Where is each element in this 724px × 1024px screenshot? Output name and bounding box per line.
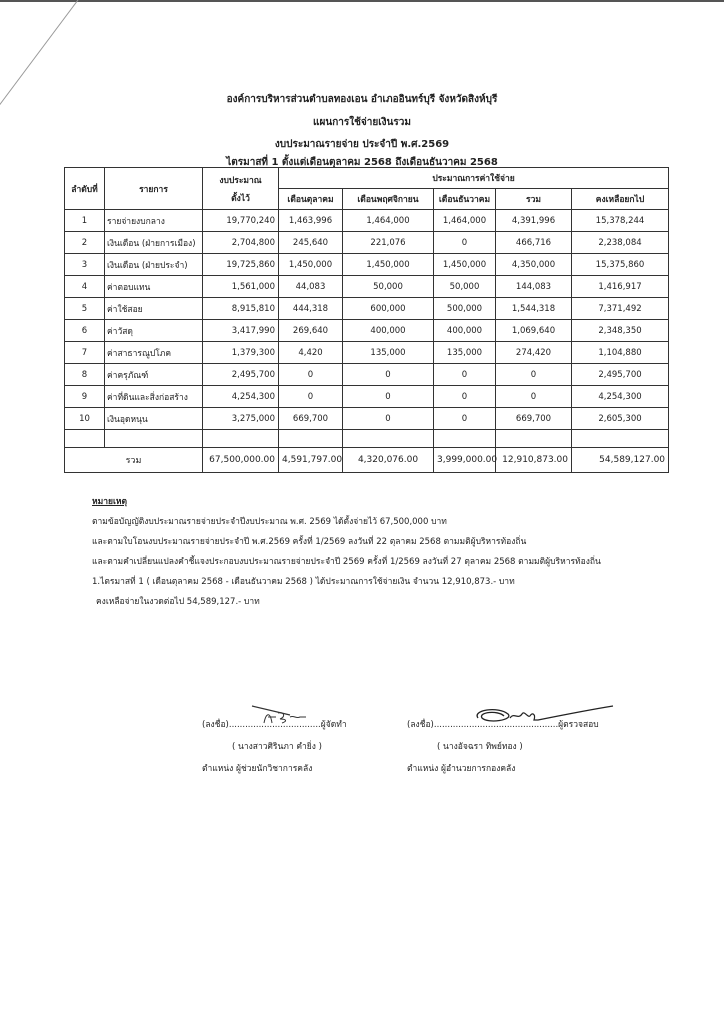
row-remain: 1,104,880 [572, 342, 669, 364]
row-dec: 0 [434, 386, 496, 408]
header-budget [203, 168, 279, 210]
row-item: รายจ่ายงบกลาง [105, 210, 203, 232]
row-oct: 245,640 [279, 232, 343, 254]
row-nov: 400,000 [343, 320, 434, 342]
row-nov: 0 [343, 364, 434, 386]
row-sum: 0 [496, 364, 572, 386]
table-row [65, 408, 669, 430]
row-seq: 7 [65, 342, 105, 364]
row-item: ค่าครุภัณฑ์ [105, 364, 203, 386]
row-oct: 669,700 [279, 408, 343, 430]
row-sum: 466,716 [496, 232, 572, 254]
row-dec: 1,450,000 [434, 254, 496, 276]
row-seq: 1 [65, 210, 105, 232]
signer-name: ( นางสาวศิรินภา คำยิ่ง ) [232, 742, 322, 752]
row-sum: 274,420 [496, 342, 572, 364]
total-label: รวม [65, 448, 203, 473]
table-row [65, 276, 669, 298]
header-budget-line1: งบประมาณ [219, 175, 262, 186]
total-nov: 4,320,076.00 [343, 448, 434, 473]
budget-title: งบประมาณรายจ่าย ประจำปี พ.ศ.2569 [274, 139, 450, 150]
row-oct: 44,083 [279, 276, 343, 298]
org-title: องค์การบริหารส่วนตำบลทองเอน อำเภออินทร์บุรี จังหวัดสิงห์บุรี [226, 94, 498, 105]
scan-top-edge [0, 0, 724, 2]
row-oct: 444,318 [279, 298, 343, 320]
header-budget-line2: ตั้งไว้ [231, 193, 250, 204]
row-nov: 135,000 [343, 342, 434, 364]
sign-prefix: (ลงชื่อ) [202, 720, 229, 730]
row-nov: 0 [343, 386, 434, 408]
row-seq: 8 [65, 364, 105, 386]
row-nov: 0 [343, 408, 434, 430]
total-remain: 54,589,127.00 [572, 448, 669, 473]
blank-row [65, 430, 669, 448]
row-sum: 4,391,996 [496, 210, 572, 232]
row-sum: 1,069,640 [496, 320, 572, 342]
row-budget: 19,770,240 [203, 210, 279, 232]
row-remain: 7,371,492 [572, 298, 669, 320]
header-dec: เดือนธันวาคม [434, 189, 496, 210]
notes-line-1: ตามข้อบัญญัติงบประมาณรายจ่ายประจำปีงบประมาณ พ.ศ. 2569 ได้ตั้งจ่ายไว้ 67,500,000 บาท [92, 517, 447, 527]
row-remain: 15,375,860 [572, 254, 669, 276]
header-remain: คงเหลือยกไป [572, 189, 669, 210]
row-dec: 0 [434, 232, 496, 254]
row-nov: 221,076 [343, 232, 434, 254]
row-seq: 4 [65, 276, 105, 298]
row-remain: 2,238,084 [572, 232, 669, 254]
row-seq: 10 [65, 408, 105, 430]
row-budget: 1,379,300 [203, 342, 279, 364]
header-item: รายการ [105, 168, 203, 210]
row-item: ค่าตอบแทน [105, 276, 203, 298]
table-row [65, 386, 669, 408]
row-budget: 1,561,000 [203, 276, 279, 298]
row-oct: 269,640 [279, 320, 343, 342]
sign-dots: .............................................. [433, 720, 559, 730]
row-sum: 144,083 [496, 276, 572, 298]
header-seq: ลำดับที่ [65, 168, 105, 210]
handwritten-signature-preparer [250, 703, 320, 727]
row-sum: 669,700 [496, 408, 572, 430]
row-item: ค่าใช้สอย [105, 298, 203, 320]
plan-title: แผนการใช้จ่ายเงินรวม [313, 117, 411, 128]
row-dec: 500,000 [434, 298, 496, 320]
row-sum: 4,350,000 [496, 254, 572, 276]
total-oct: 4,591,797.00 [279, 448, 343, 473]
notes-line-3: และตามคำเปลี่ยนแปลงคำชี้แจงประกอบงบประมาณรายจ่ายประจำปี 2569 ครั้งที่ 1/2569 ลงวันที่ 27 ตุลาคม 2568 ตามมติผู้บริหารท้องถิ่น [92, 557, 601, 567]
total-sum: 12,910,873.00 [496, 448, 572, 473]
total-row [65, 448, 669, 473]
row-seq: 3 [65, 254, 105, 276]
row-oct: 1,463,996 [279, 210, 343, 232]
row-budget: 3,417,990 [203, 320, 279, 342]
period-title: ไตรมาสที่ 1 ตั้งแต่เดือนตุลาคม 2568 ถึงเดือนธันวาคม 2568 [226, 157, 498, 168]
header-sum: รวม [496, 189, 572, 210]
row-item: ค่าสาธารณูปโภค [105, 342, 203, 364]
table-row [65, 298, 669, 320]
row-seq: 9 [65, 386, 105, 408]
sign-role: ผู้ตรวจสอบ [558, 720, 599, 730]
row-remain: 15,378,244 [572, 210, 669, 232]
sign-prefix: (ลงชื่อ) [407, 720, 434, 730]
row-item: เงินอุดหนุน [105, 408, 203, 430]
row-nov: 600,000 [343, 298, 434, 320]
row-nov: 50,000 [343, 276, 434, 298]
row-item: เงินเดือน (ฝ่ายการเมือง) [105, 232, 203, 254]
row-nov: 1,450,000 [343, 254, 434, 276]
notes-section [92, 492, 601, 612]
signer-name: ( นางอัจฉรา ทิพย์ทอง ) [437, 742, 523, 752]
notes-heading: หมายเหตุ [92, 497, 127, 507]
notes-line-2: และตามใบโอนงบประมาณรายจ่ายประจำปี พ.ศ.2569 ครั้งที่ 1/2569 ลงวันที่ 22 ตุลาคม 2568 ตามมติผู้บริหารท้องถิ่น [92, 537, 527, 547]
row-oct: 1,450,000 [279, 254, 343, 276]
row-seq: 5 [65, 298, 105, 320]
header-oct: เดือนตุลาคม [279, 189, 343, 210]
table-row [65, 232, 669, 254]
row-item: ค่าที่ดินและสิ่งก่อสร้าง [105, 386, 203, 408]
row-nov: 1,464,000 [343, 210, 434, 232]
row-budget: 2,704,800 [203, 232, 279, 254]
table-row [65, 342, 669, 364]
table-row [65, 210, 669, 232]
signer-position: ตำแหน่ง ผู้อำนวยการกองคลัง [407, 764, 516, 774]
row-seq: 2 [65, 232, 105, 254]
sign-dots: .................................. [228, 720, 321, 730]
table-row [65, 254, 669, 276]
total-dec: 3,999,000.00 [434, 448, 496, 473]
row-remain: 2,605,300 [572, 408, 669, 430]
handwritten-signature-reviewer [468, 702, 618, 728]
total-budget: 67,500,000.00 [203, 448, 279, 473]
row-dec: 50,000 [434, 276, 496, 298]
header-nov: เดือนพฤศจิกายน [343, 189, 434, 210]
row-sum: 0 [496, 386, 572, 408]
row-remain: 2,348,350 [572, 320, 669, 342]
header-row-1 [65, 168, 669, 189]
header-estimate-group: ประมาณการค่าใช้จ่าย [279, 168, 669, 189]
row-oct: 0 [279, 386, 343, 408]
row-remain: 2,495,700 [572, 364, 669, 386]
table-row [65, 364, 669, 386]
row-remain: 4,254,300 [572, 386, 669, 408]
row-dec: 1,464,000 [434, 210, 496, 232]
row-oct: 4,420 [279, 342, 343, 364]
table-row [65, 320, 669, 342]
row-seq: 6 [65, 320, 105, 342]
row-item: เงินเดือน (ฝ่ายประจำ) [105, 254, 203, 276]
row-remain: 1,416,917 [572, 276, 669, 298]
row-dec: 135,000 [434, 342, 496, 364]
signer-position: ตำแหน่ง ผู้ช่วยนักวิชาการคลัง [202, 764, 313, 774]
sign-role: ผู้จัดทำ [320, 720, 347, 730]
row-sum: 1,544,318 [496, 298, 572, 320]
row-item: ค่าวัสดุ [105, 320, 203, 342]
row-budget: 3,275,000 [203, 408, 279, 430]
row-budget: 4,254,300 [203, 386, 279, 408]
row-dec: 400,000 [434, 320, 496, 342]
spending-plan-table [64, 167, 669, 473]
row-budget: 2,495,700 [203, 364, 279, 386]
row-dec: 0 [434, 408, 496, 430]
row-budget: 8,915,810 [203, 298, 279, 320]
row-dec: 0 [434, 364, 496, 386]
row-oct: 0 [279, 364, 343, 386]
row-budget: 19,725,860 [203, 254, 279, 276]
notes-line-4: 1.ไตรมาสที่ 1 ( เดือนตุลาคม 2568 - เดือนธันวาคม 2568 ) ได้ประมาณการใช้จ่ายเงิน จำนวน 12,910,873.- บาท [92, 577, 515, 587]
notes-line-5: คงเหลือจ่ายในงวดต่อไป 54,589,127.- บาท [96, 597, 260, 607]
